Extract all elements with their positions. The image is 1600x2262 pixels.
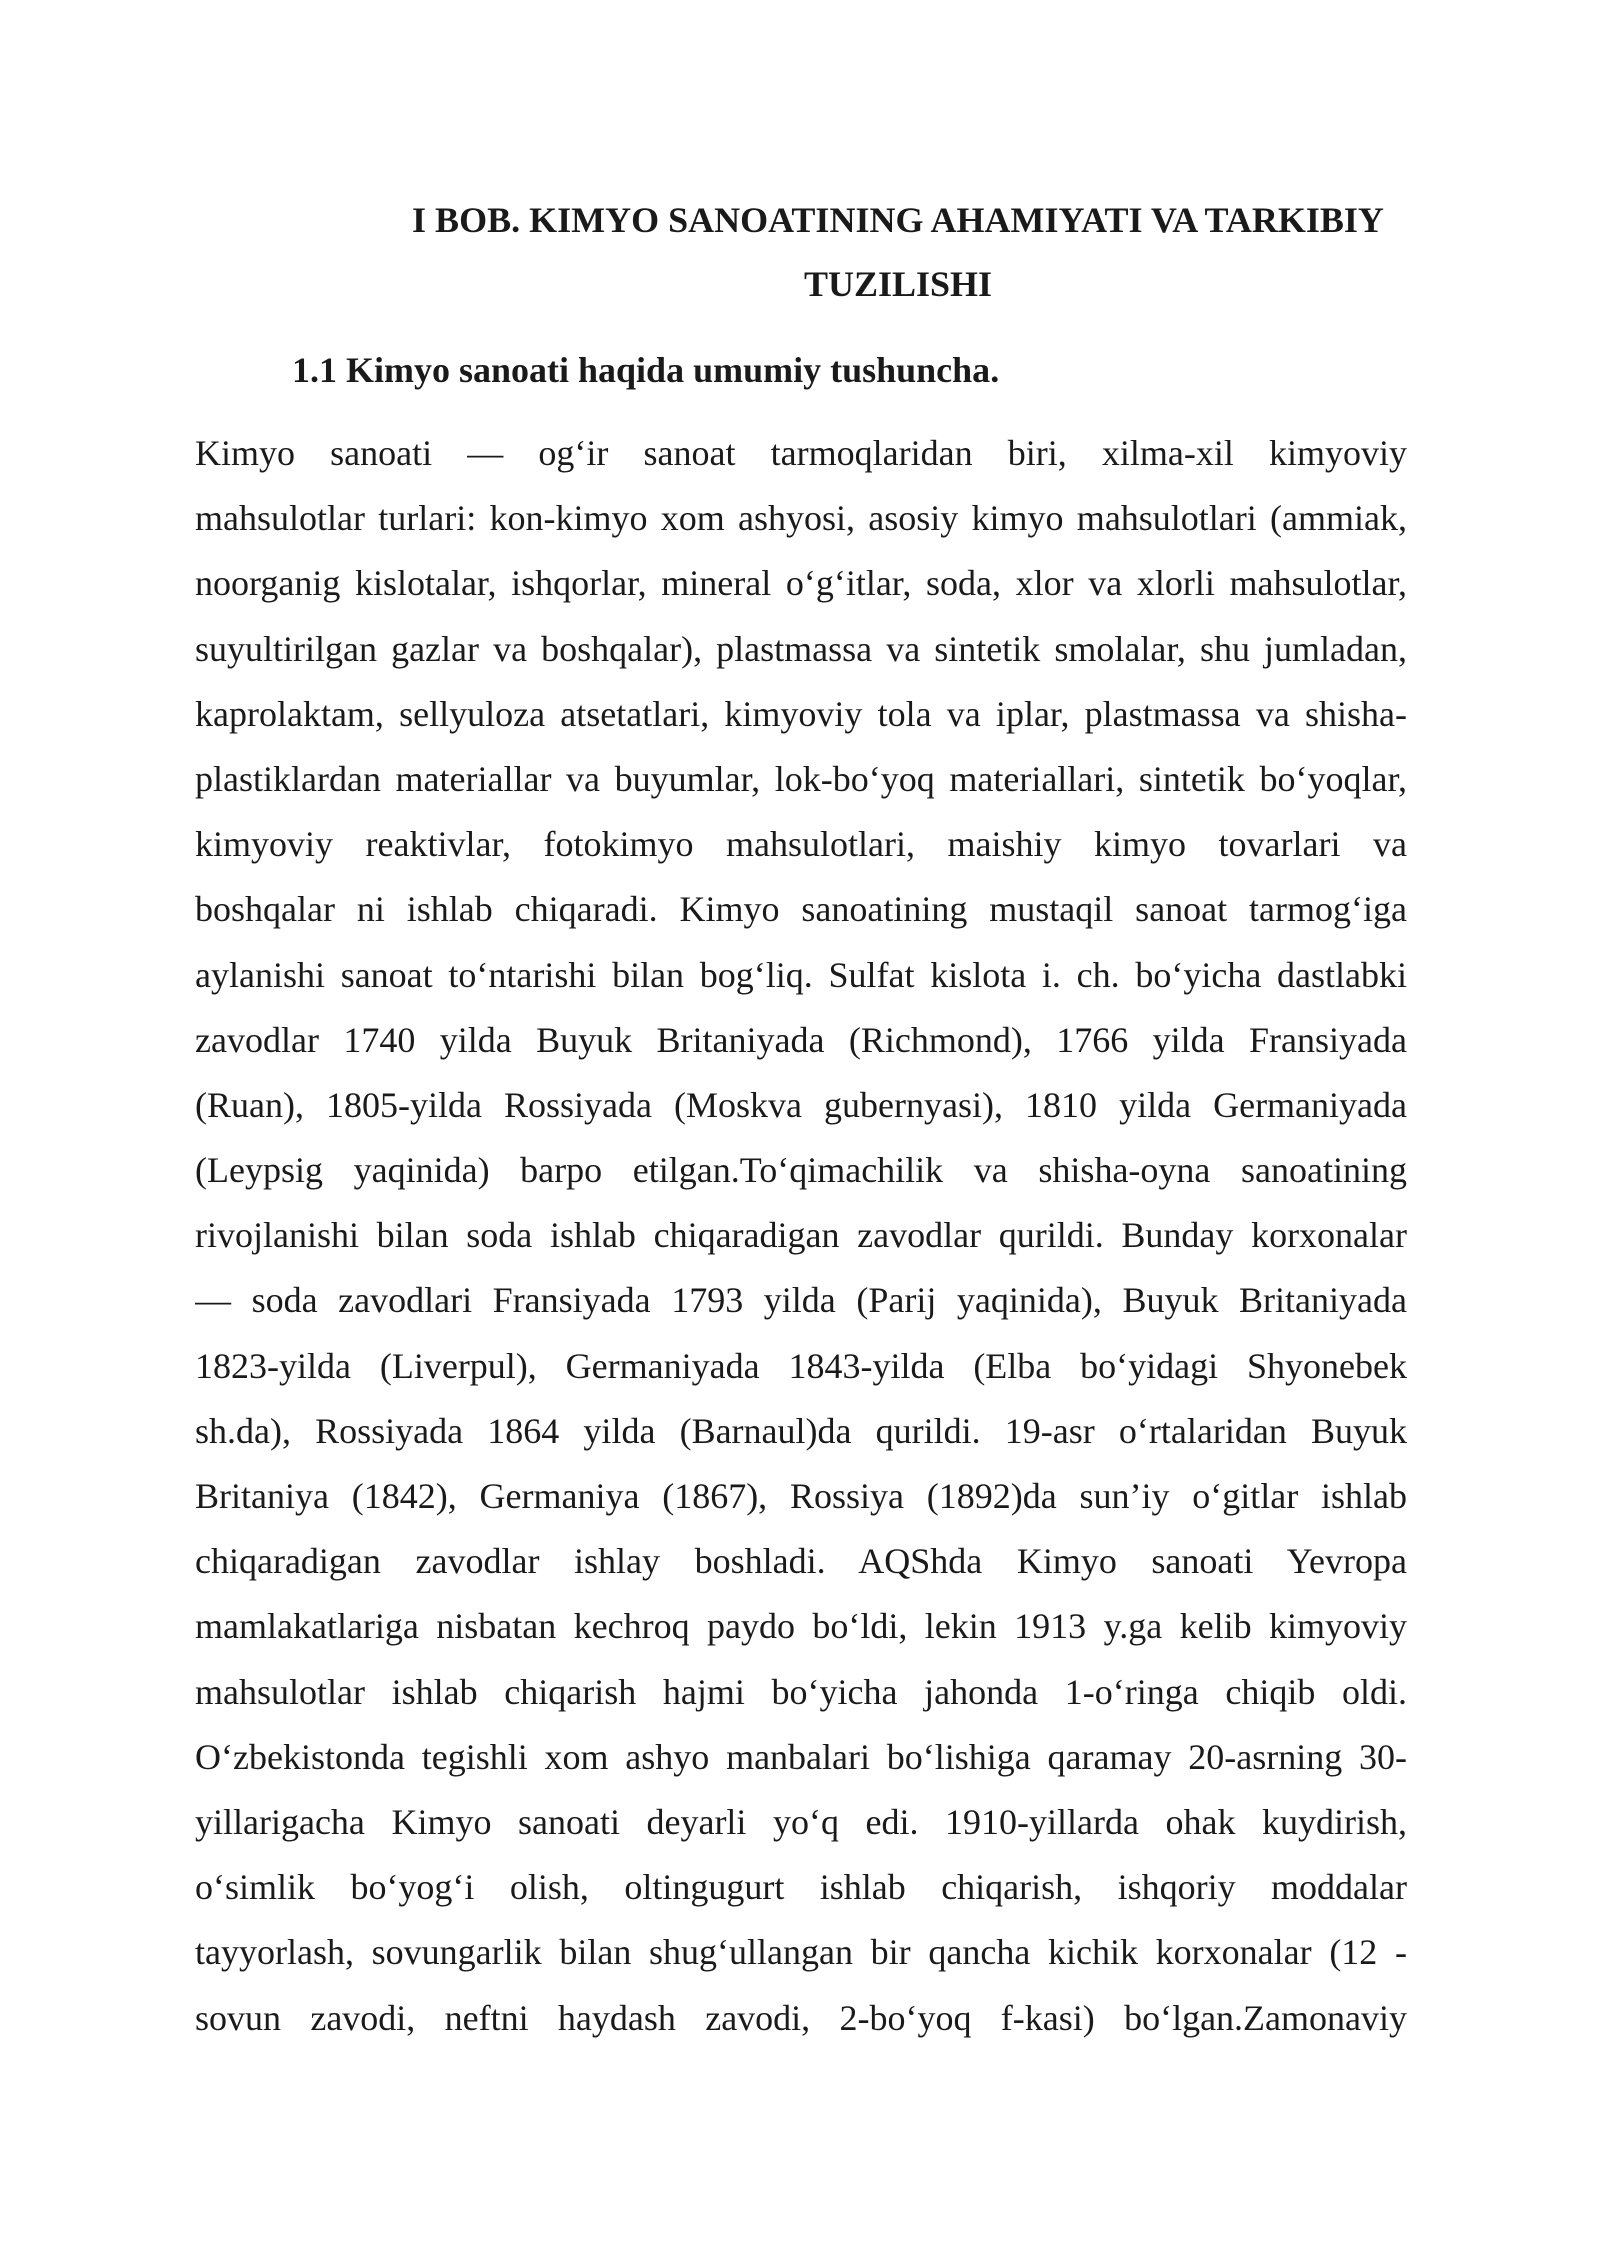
paragraph-line: (Ruan), 1805-yilda Rossiyada (Moskva gubernyasi), 1810 yilda Germaniyada [195,1084,1407,1125]
paragraph-line: rivojlanishi bilan soda ishlab chiqaradigan zavodlar qurildi. Bunday korxonalar [195,1215,1407,1256]
paragraph-line: mahsulotlar turlari: kon-kimyo xom ashyosi, asosiy kimyo mahsulotlari (ammiak, [195,498,1407,539]
paragraph-line: tayyorlash, sovungarlik bilan shug‘ullangan bir qancha kichik korxonalar (12 - [195,1932,1407,1973]
section-heading-text: 1.1 Kimyo sanoati haqida umumiy tushuncha [292,350,991,390]
paragraph-line: aylanishi sanoat to‘ntarishi bilan bog‘liq. Sulfat kislota i. ch. bo‘yicha dastlabki [195,954,1407,995]
paragraph-line: chiqaradigan zavodlar ishlay boshladi. AQShda Kimyo sanoati Yevropa [195,1541,1407,1582]
paragraph-line: Britaniya (1842), Germaniya (1867), Rossiya (1892)da sun’iy o‘gitlar ishlab [195,1476,1407,1516]
paragraph-line: sovun zavodi, neftni haydash zavodi, 2-bo‘yoq f-kasi) bo‘lgan.Zamonaviy [195,1997,1407,2038]
paragraph-line: Kimyo sanoati — og‘ir sanoat tarmoqlaridan biri, xilma-xil kimyoviy [195,433,1407,473]
section-heading-punct: . [990,350,1000,390]
paragraph-line: yillarigacha Kimyo sanoati deyarli yo‘q edi. 1910-yillarda ohak kuydirish, [195,1801,1407,1842]
paragraph-line: plastiklardan materiallar va buyumlar, lok-bo‘yoq materiallari, sintetik bo‘yoqlar, [195,758,1407,799]
paragraph-line: — soda zavodlari Fransiyada 1793 yilda (Parij yaqinida), Buyuk Britaniyada [195,1280,1407,1321]
paragraph-line: kimyoviy reaktivlar, fotokimyo mahsulotlari, maishiy kimyo tovarlari va [195,824,1407,865]
section-heading [292,338,999,402]
chapter-title [196,188,1600,316]
paragraph-line: noorganig kislotalar, ishqorlar, mineral o‘g‘itlar, soda, xlor va xlorli mahsulotlar, [195,563,1407,604]
chapter-title-line-2: TUZILISHI [803,264,993,304]
body-paragraph [195,421,1407,2051]
paragraph-line: mamlakatlariga nisbatan kechroq paydo bo‘ldi, lekin 1913 y.ga kelib kimyoviy [195,1606,1407,1647]
paragraph-line: o‘simlik bo‘yog‘i olish, oltingugurt ishlab chiqarish, ishqoriy moddalar [195,1867,1407,1908]
paragraph-line: kaprolaktam, sellyuloza atsetatlari, kimyoviy tola va iplar, plastmassa va shisha- [195,693,1407,734]
paragraph-line: boshqalar ni ishlab chiqaradi. Kimyo sanoatining mustaqil sanoat tarmog‘iga [195,889,1407,930]
paragraph-line: (Leypsig yaqinida) barpo etilgan.To‘qimachilik va shisha-oyna sanoatining [195,1150,1407,1191]
paragraph-line: O‘zbekistonda tegishli xom ashyo manbalari bo‘lishiga qaramay 20-asrning 30- [195,1736,1407,1777]
paragraph-line: zavodlar 1740 yilda Buyuk Britaniyada (Richmond), 1766 yilda Fransiyada [195,1019,1407,1060]
paragraph-line: mahsulotlar ishlab chiqarish hajmi bo‘yicha jahonda 1-o‘ringa chiqib oldi. [195,1671,1407,1712]
paragraph-line: 1823-yilda (Liverpul), Germaniyada 1843-yilda (Elba bo‘yidagi Shyonebek [195,1345,1407,1386]
paragraph-line: sh.da), Rossiyada 1864 yilda (Barnaul)da qurildi. 19-asr o‘rtalaridan Buyuk [195,1410,1407,1451]
paragraph-line: suyultirilgan gazlar va boshqalar), plastmassa va sintetik smolalar, shu jumladan, [195,628,1407,669]
chapter-title-line-1: I BOB. KIMYO SANOATINING AHAMIYATI VA TARKIBIY [412,200,1384,240]
